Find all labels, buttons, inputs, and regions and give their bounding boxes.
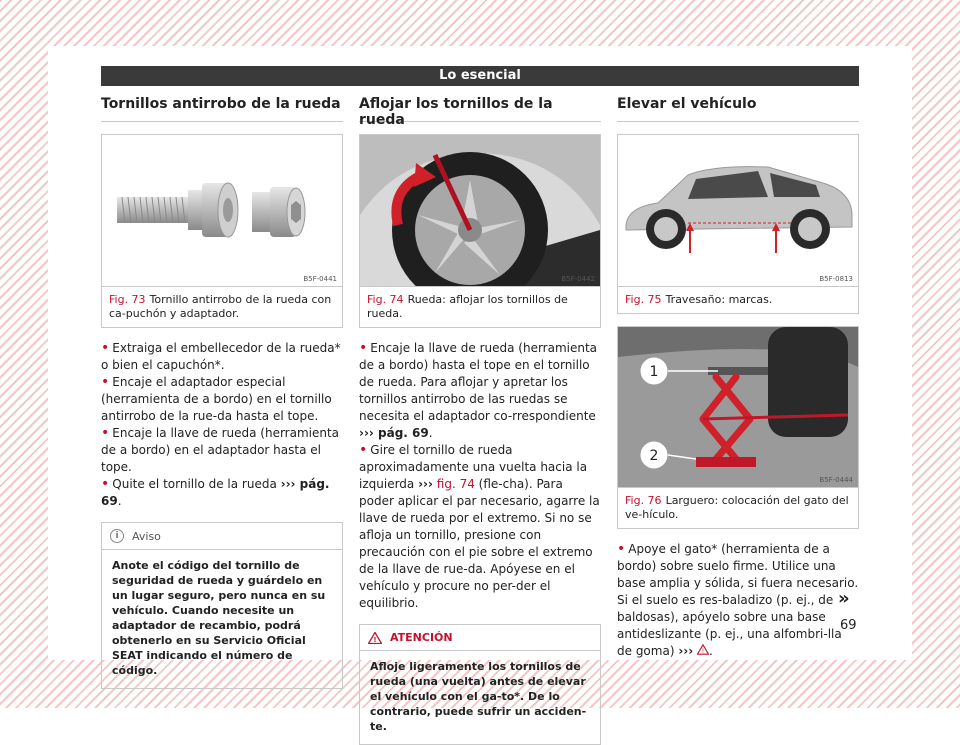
figure-number: Fig. 76 <box>625 494 662 507</box>
figure-caption <box>618 287 858 313</box>
warning-header <box>360 625 600 651</box>
figure-caption-text: Tornillo antirrobo de la rueda con ca-puchón y adaptador. <box>109 293 332 320</box>
bullet-icon: • <box>359 442 368 458</box>
notice-label: Aviso <box>132 529 161 543</box>
warning-triangle-icon <box>368 632 382 644</box>
figure-image-jack <box>618 327 858 488</box>
svg-text:!: ! <box>701 647 705 655</box>
figure-caption <box>618 488 858 528</box>
notice-header <box>102 523 342 550</box>
figure-caption-text: Rueda: aflojar los tornillos de rueda. <box>367 293 568 320</box>
figure-number: Fig. 73 <box>109 293 146 306</box>
section-title: Tornillos antirrobo de la rueda <box>101 96 343 122</box>
image-code: B5F-0441 <box>303 275 337 283</box>
page-number: 69 <box>840 618 857 633</box>
bullet-icon: • <box>101 340 110 356</box>
instruction-list <box>359 340 601 612</box>
column-loosen-bolts <box>359 96 601 745</box>
bullet-icon: • <box>359 340 368 356</box>
info-icon: i <box>110 529 124 543</box>
image-code: B5F-0442 <box>561 275 595 283</box>
notice-box <box>101 522 343 689</box>
figure-caption <box>360 287 600 327</box>
figure-76 <box>617 326 859 529</box>
figure-number: Fig. 74 <box>367 293 404 306</box>
car-side-illustration <box>618 135 858 286</box>
image-code: B5F-0813 <box>819 275 853 283</box>
figure-caption-text: Larguero: colocación del gato del ve-hículo. <box>625 494 849 521</box>
figure-number: Fig. 75 <box>625 293 662 306</box>
list-item: • Apoye el gato* (herramienta de a bordo) sobre suelo firme. Utilice una base amplia y sólida, si fuera necesario. Si el suelo es res-baladizo (p. ej., de baldosas), apóyelo sobre una base antideslizante (p. ej., una alfombri-lla de goma) ››› ! . <box>617 541 859 658</box>
list-item: • Encaje la llave de rueda (herramienta de a bordo) hasta el tope en el tornillo de rueda. Para aflojar y apretar los tornillos antirrobo de las ruedas se necesita el adaptador co-rrespondiente ››› pág. 69. <box>359 340 598 440</box>
figure-caption-text: Travesaño: marcas. <box>665 293 773 306</box>
bullet-icon: • <box>101 476 110 492</box>
figure-75 <box>617 134 859 314</box>
bullet-icon: • <box>617 541 626 557</box>
figure-caption <box>102 287 342 327</box>
notice-text: Anote el código del tornillo de seguridad de rueda y guárdelo en un lugar seguro, pero nunca en su vehículo. Cuando necesite un adaptador de recambio, podrá obtenerlo en su Servicio Oficial SEAT indicando el número de código. <box>112 559 326 677</box>
wheel-illustration <box>360 135 600 286</box>
svg-text:!: ! <box>373 635 377 644</box>
list-item: • Quite el tornillo de la rueda ››› pág. 69. <box>101 476 330 508</box>
warning-triangle-icon <box>697 644 709 655</box>
warning-label: ATENCIÓN <box>390 631 453 644</box>
instruction-list <box>617 541 859 660</box>
figure-73 <box>101 134 343 328</box>
page-reference-link[interactable]: ››› pág. 69 <box>359 426 429 440</box>
column-anti-theft-bolts <box>101 96 343 689</box>
list-item: • Encaje el adaptador especial (herramienta de a bordo) en el tornillo antirrobo de la rue-da hasta el tope. <box>101 374 332 423</box>
reference-arrow[interactable]: ››› <box>678 644 694 658</box>
figure-74 <box>359 134 601 328</box>
jack-illustration <box>618 327 858 487</box>
callout-label-1: 1 <box>649 364 659 380</box>
section-header-bar: Lo esencial <box>101 66 859 86</box>
instruction-list <box>101 340 343 510</box>
list-item: • Gire el tornillo de rueda aproximadamente una vuelta hacia la izquierda ››› fig. 74 (fle-cha). Para poder aplicar el par necesario, agarre la llave de rueda por el extremo. Si no se afloja un tornillo, presione con precaución con el pie sobre el extremo de la llave de rue-da. Apóyese en el vehículo y procure no per-der el equilibrio. <box>359 442 600 610</box>
bolt-illustration <box>102 135 342 286</box>
list-item: • Extraiga el embellecedor de la rueda* o bien el capuchón*. <box>101 340 341 372</box>
bullet-icon: • <box>101 425 110 441</box>
callout-label-2: 2 <box>649 448 659 464</box>
bullet-icon: • <box>101 374 110 390</box>
warning-box <box>359 624 601 745</box>
reference-arrow: ››› <box>418 477 433 491</box>
image-code: B5F-0444 <box>819 476 853 484</box>
section-title: Elevar el vehículo <box>617 96 859 122</box>
figure-image-car-marks <box>618 135 858 287</box>
figure-image-bolt-adapter <box>102 135 342 287</box>
column-raise-vehicle <box>617 96 859 660</box>
list-item: • Encaje la llave de rueda (herramienta de a bordo) en el adaptador hasta el tope. <box>101 425 340 474</box>
section-title: Aflojar los tornillos de la rueda <box>359 96 601 122</box>
page-reference-link[interactable]: ››› pág. 69 <box>101 477 330 508</box>
continue-arrow-icon: » <box>838 588 850 609</box>
warning-text: Afloje ligeramente los tornillos de rueda (una vuelta) antes de elevar el vehículo con el ga-to*. De lo contrario, puede sufrir un acciden-te. <box>370 660 587 733</box>
figure-image-wheel <box>360 135 600 287</box>
figure-reference-link[interactable]: fig. 74 <box>436 477 475 491</box>
